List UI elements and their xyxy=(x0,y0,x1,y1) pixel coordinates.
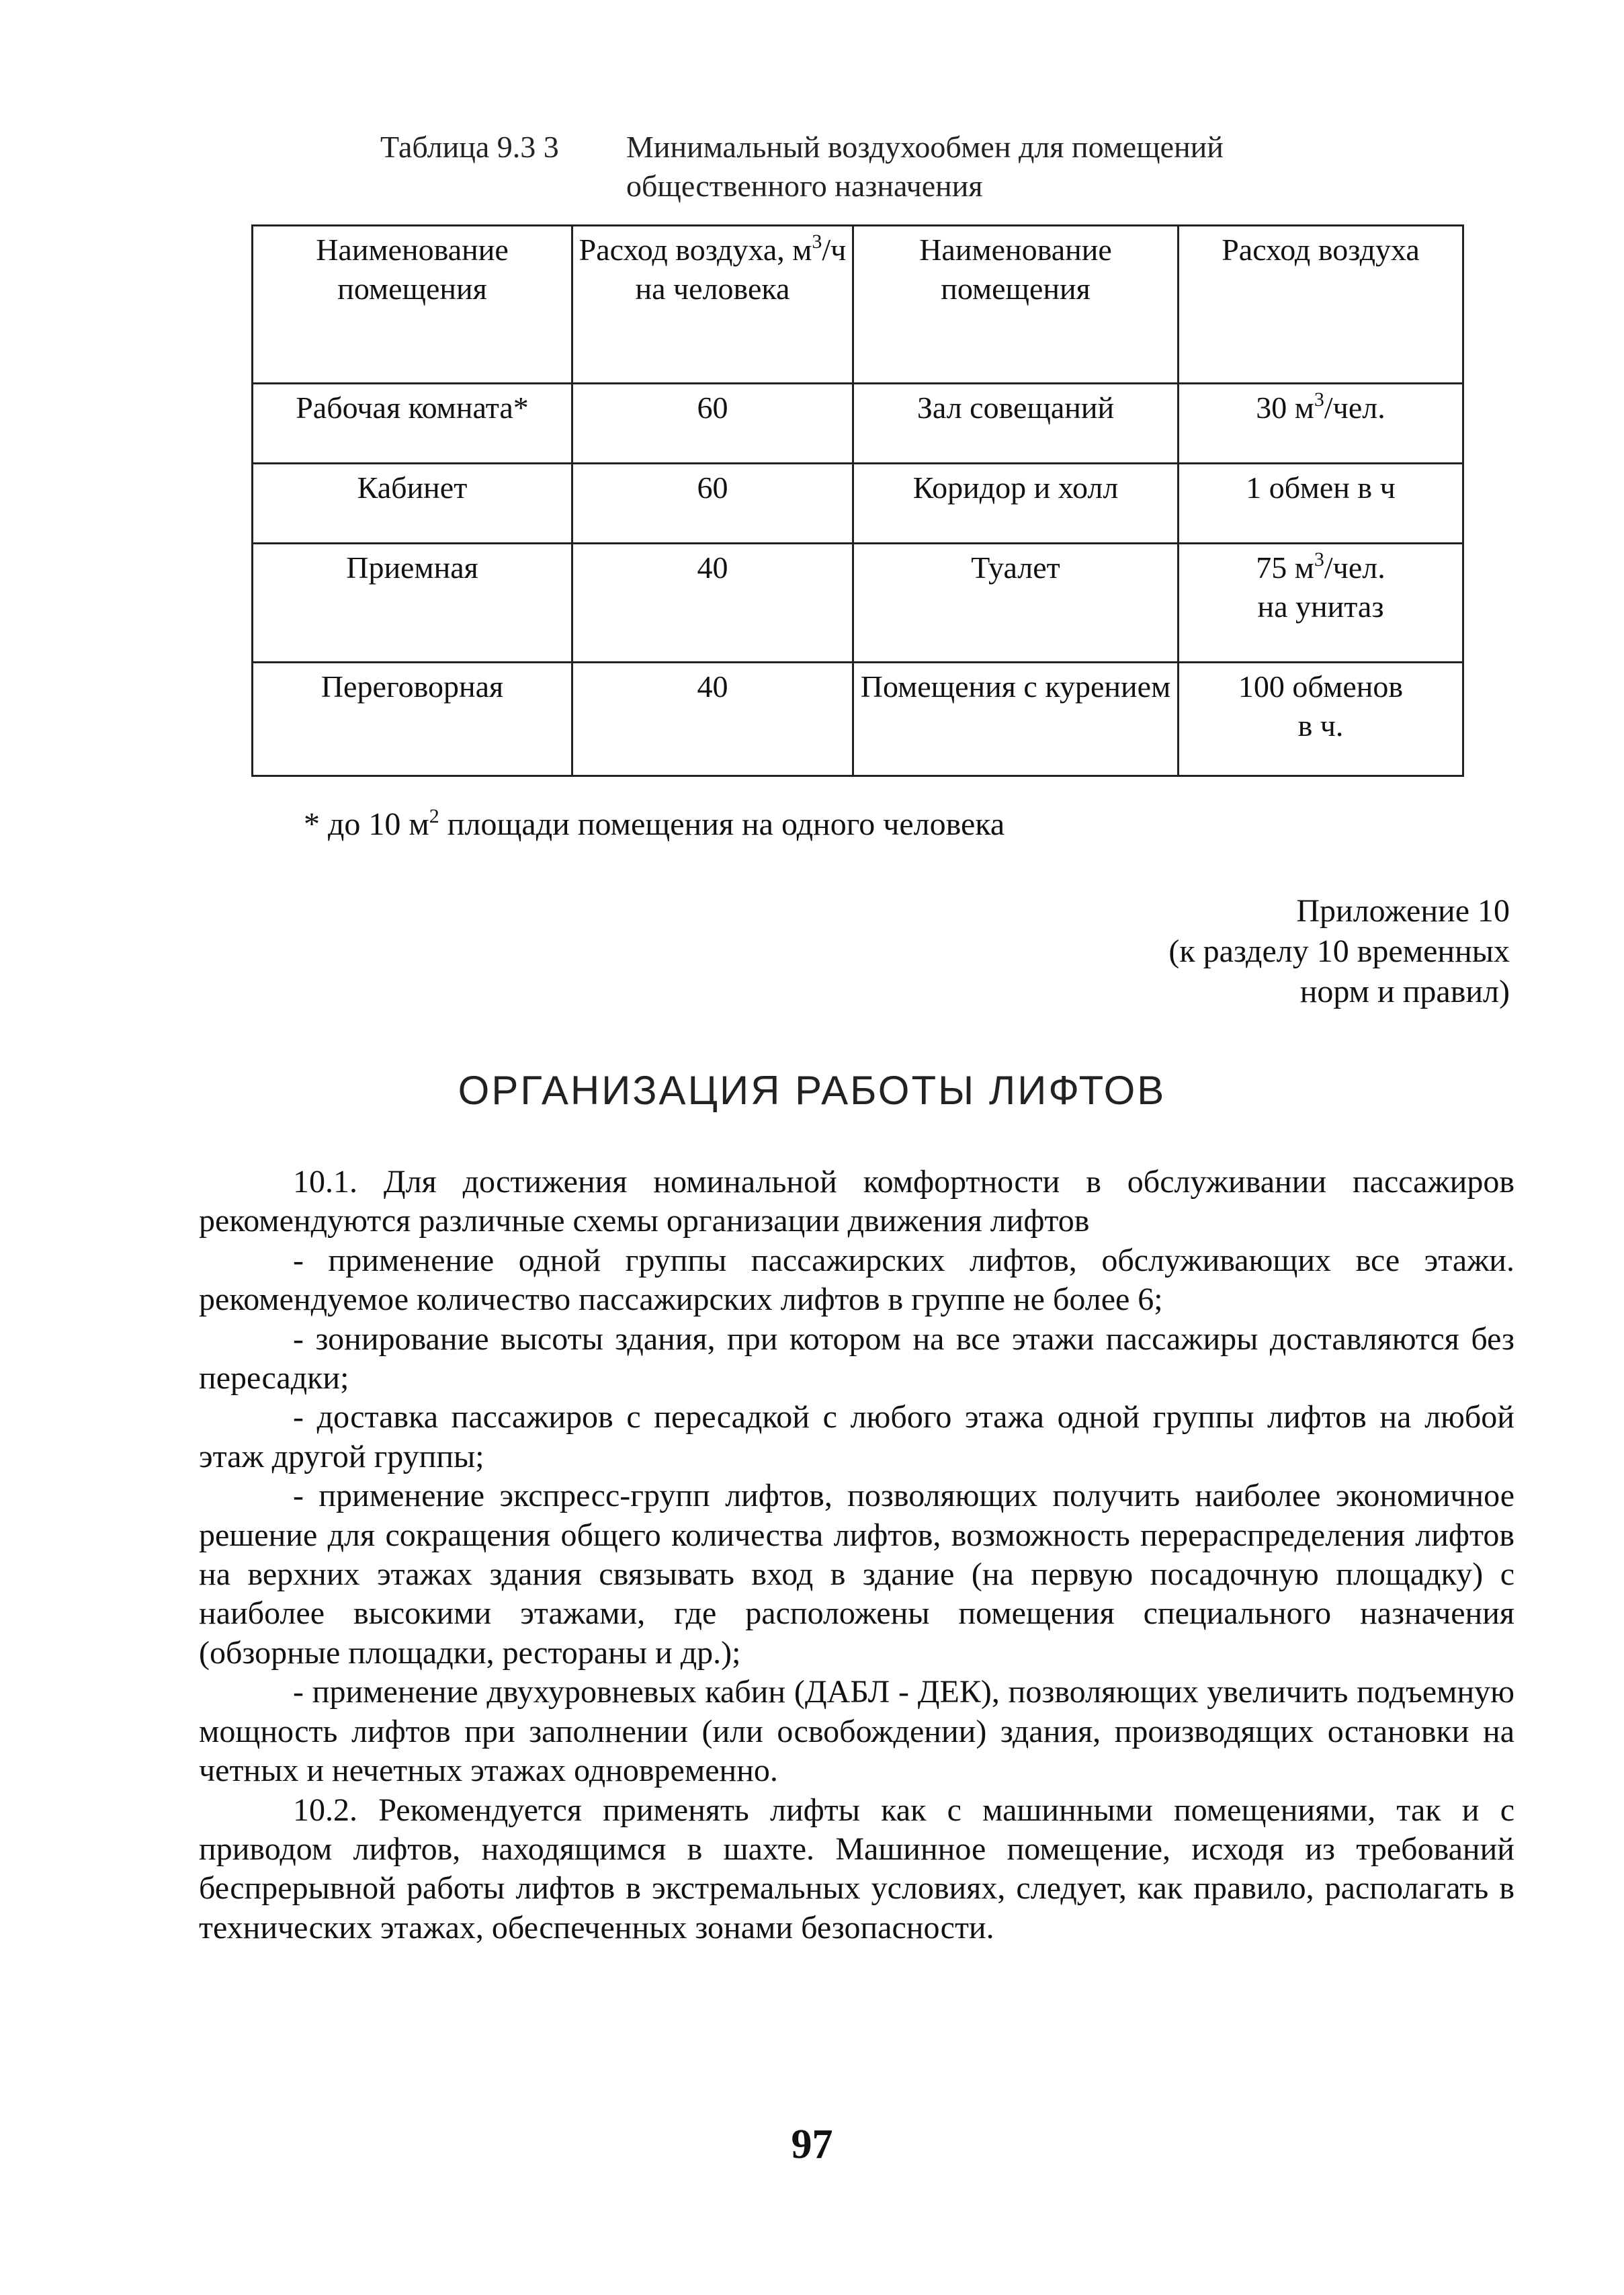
list-item: - применение двухуровневых кабин (ДАБЛ - ДЕК), позволяющих увеличить подъемную мощность лифтов при заполнении (или освобождении) здания, производящих остановки на четных и нечетных этажах одновременно. xyxy=(199,1674,1514,1789)
cell-flow2: 1 обмен в ч xyxy=(1179,464,1463,544)
cell-flow: 60 xyxy=(572,464,853,544)
table-row xyxy=(253,384,1463,464)
appendix-reference xyxy=(1039,891,1510,1012)
paragraph: 10.1. Для достижения номинальной комфортности в обслуживании пассажиров рекомендуются различные схемы организации движения лифтов xyxy=(199,1164,1514,1239)
list-item: - применение одной группы пассажирских лифтов, обслуживающих все этажи. рекомендуемое количество пассажирских лифтов в группе не более 6; xyxy=(199,1242,1514,1318)
cell-flow: 40 xyxy=(572,663,853,776)
cell-room: Рабочая комната* xyxy=(253,384,572,464)
cell-flow: 60 xyxy=(572,384,853,464)
cell-room: Переговорная xyxy=(253,663,572,776)
appendix-line2: (к разделу 10 временных xyxy=(1168,933,1510,969)
appendix-line3: норм и правил) xyxy=(1299,974,1510,1009)
table-row xyxy=(253,464,1463,544)
cell-room: Кабинет xyxy=(253,464,572,544)
table-title-line2: общественного назначения xyxy=(626,169,983,203)
table-header-row xyxy=(253,226,1463,384)
header-room-name-2: Наименование помещения xyxy=(853,226,1179,384)
cell-room: Приемная xyxy=(253,544,572,663)
header-air-flow-per-person: Расход воздуха, $м^3/ч$ на человека xyxy=(572,226,853,384)
cell-room2: Зал совещаний xyxy=(853,384,1179,464)
cell-flow2: 100 обменов в ч. xyxy=(1179,663,1463,776)
table-row xyxy=(253,544,1463,663)
cell-room2: Туалет xyxy=(853,544,1179,663)
cell-room2: Помещения с курением xyxy=(853,663,1179,776)
body-text xyxy=(199,1163,1514,1948)
cell-room2: Коридор и холл xyxy=(853,464,1179,544)
cell-flow2: 75 $м^3$/чел. на унитаз xyxy=(1179,544,1463,663)
table-caption xyxy=(380,128,1388,206)
header-room-name: Наименование помещения xyxy=(253,226,572,384)
cell-flow: 40 xyxy=(572,544,853,663)
cell-flow2: 30 $м^3$/чел. xyxy=(1179,384,1463,464)
air-exchange-table xyxy=(251,224,1464,777)
table-row xyxy=(253,663,1463,776)
table-number: Таблица 9.3 3 xyxy=(380,130,559,164)
header-air-flow: Расход воздуха xyxy=(1179,226,1463,384)
paragraph: 10.2. Рекомендуется применять лифты как с машинными помещениями, так и с приводом лифтов, находящимся в шахте. Машинное помещение, исходя из требований беспрерывной работы лифтов в экстремальных условиях, следует, как правило, располагать в технических этажах, обеспеченных зонами безопасности. xyxy=(199,1792,1514,1946)
table-title-line1: Минимальный воздухообмен для помещений xyxy=(626,130,1224,164)
page-number: 97 xyxy=(791,2122,833,2167)
list-item: - зонирование высоты здания, при котором на все этажи пассажиры доставляются без пересадки; xyxy=(199,1321,1514,1396)
table-footnote: * до 10 $м^2$ площади помещения на одного человека xyxy=(304,805,1005,842)
list-item: - доставка пассажиров с пересадкой с любого этажа одной группы лифтов на любой этаж другой группы; xyxy=(199,1399,1514,1474)
appendix-line1: Приложение 10 xyxy=(1296,893,1510,929)
section-heading: ОРГАНИЗАЦИЯ РАБОТЫ ЛИФТОВ xyxy=(458,1068,1166,1113)
list-item: - применение экспресс-групп лифтов, позволяющих получить наиболее экономичное решение для сокращения общего количества лифтов, возможность перераспределения лифтов на верхних этажах здания связывать вход в здание (на первую посадочную площадку) с наиболее высокими этажами, где расположены помещения специального назначения (обзорные площадки, рестораны и др.); xyxy=(199,1478,1514,1671)
